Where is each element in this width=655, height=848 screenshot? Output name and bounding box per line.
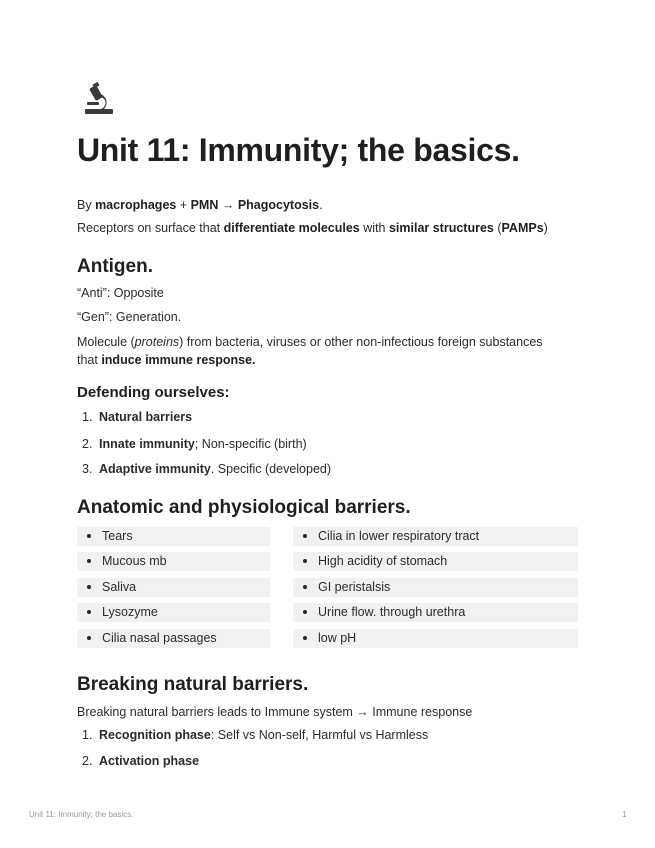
list-item: 3. Adaptive immunity. Specific (developed) [82, 462, 332, 476]
list-item: 1. Natural barriers [82, 410, 193, 424]
page-number: 1 [622, 810, 627, 819]
breaking-line: Breaking natural barriers leads to Immune system → Immune response [77, 705, 473, 719]
barrier-item: Lysozyme [77, 603, 270, 622]
footer-title: Unit 11: Immunity; the basics. [29, 810, 134, 819]
intro-line-1: By macrophages + PMN → Phagocytosis. [77, 198, 323, 212]
barrier-item: low pH [293, 629, 578, 648]
barrier-item: Mucous mb [77, 552, 270, 571]
barrier-item: Cilia in lower respiratory tract [293, 527, 578, 546]
microscope-icon [83, 80, 117, 116]
list-item: 2. Activation phase [82, 754, 200, 768]
list-item: 2. Innate immunity; Non-specific (birth) [82, 437, 307, 451]
barrier-item: Urine flow. through urethra [293, 603, 578, 622]
barriers-heading: Anatomic and physiological barriers. [77, 497, 411, 518]
antigen-desc-2: that induce immune response. [77, 353, 256, 367]
antigen-desc-1: Molecule (proteins) from bacteria, viruses or other non-infectious foreign substances [77, 335, 543, 349]
page-title: Unit 11: Immunity; the basics. [77, 132, 520, 168]
antigen-heading: Antigen. [77, 256, 153, 277]
defending-heading: Defending ourselves: [77, 384, 230, 401]
barrier-item: Tears [77, 527, 270, 546]
list-item: 1. Recognition phase: Self vs Non-self, Harmful vs Harmless [82, 728, 429, 742]
barrier-item: Saliva [77, 578, 270, 597]
barrier-item: Cilia nasal passages [77, 629, 270, 648]
barrier-item: GI peristalsis [293, 578, 578, 597]
intro-line-2: Receptors on surface that differentiate molecules with similar structures (PAMPs) [77, 221, 548, 235]
barrier-item: High acidity of stomach [293, 552, 578, 571]
antigen-anti: “Anti”: Opposite [77, 286, 164, 300]
breaking-heading: Breaking natural barriers. [77, 674, 309, 695]
antigen-gen: “Gen”: Generation. [77, 310, 182, 324]
